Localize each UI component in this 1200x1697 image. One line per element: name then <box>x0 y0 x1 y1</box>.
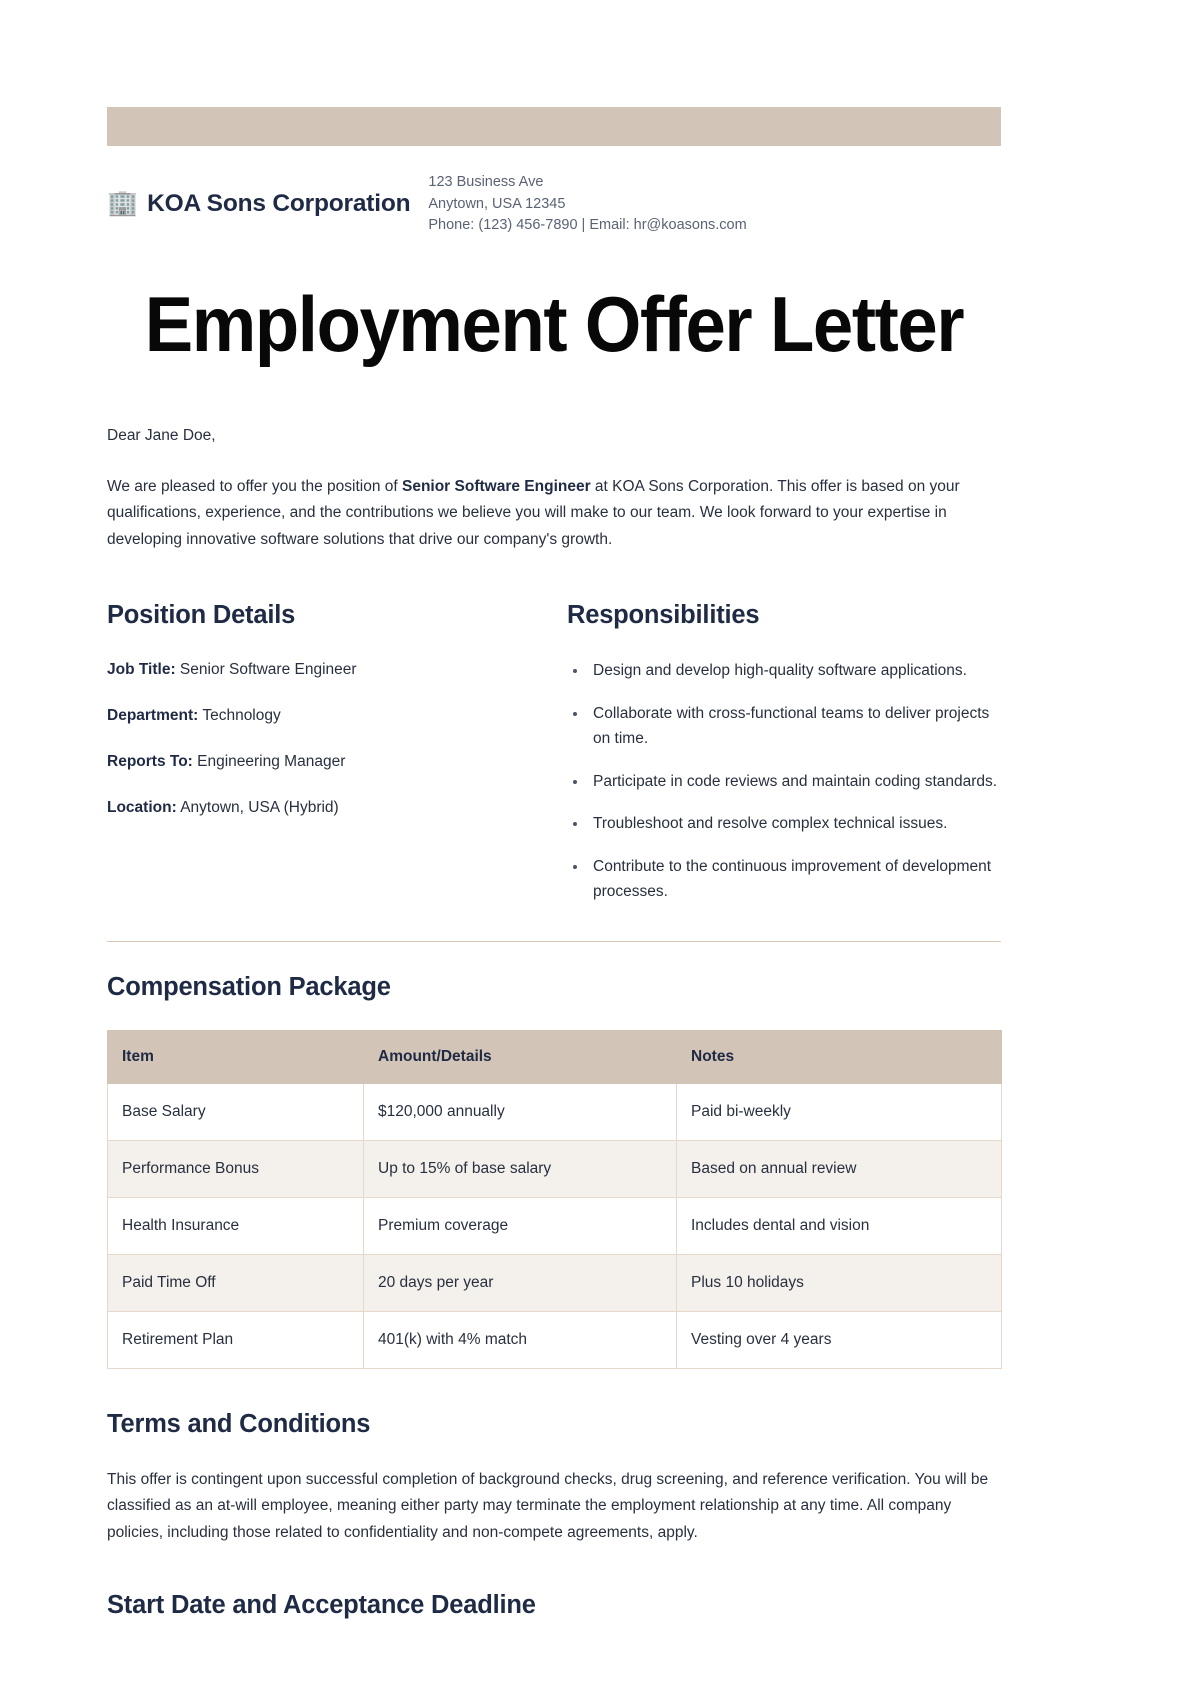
field-value: Engineering Manager <box>197 753 346 770</box>
responsibilities-list <box>567 658 1001 905</box>
table-row <box>108 1254 1002 1311</box>
table-body <box>108 1083 1002 1368</box>
company-address-line1: 123 Business Ave <box>428 174 544 190</box>
field-label: Department: <box>107 707 199 724</box>
list-item: Troubleshoot and resolve complex technical issues. <box>567 811 1001 837</box>
cell-notes: Paid bi-weekly <box>677 1083 1002 1140</box>
salutation: Dear Jane Doe, <box>107 426 216 444</box>
terms-paragraph: This offer is contingent upon successful completion of background checks, drug screening, and reference verification. You will be classified as an at-will employee, meaning either party may terminate the employment relationship at any time. All company policies, including those related to confidentiality and non-compete agreements, apply. <box>107 1470 989 1541</box>
intro-paragraph <box>107 474 1001 554</box>
company-contact-info <box>428 171 1001 237</box>
field-value: Senior Software Engineer <box>179 661 357 678</box>
list-item: Collaborate with cross-functional teams to deliver projects on time. <box>567 701 1001 752</box>
column-header-item: Item <box>108 1030 364 1083</box>
position-details-column <box>107 600 567 905</box>
position-field-reports-to <box>107 750 567 774</box>
office-building-icon: 🏢 <box>107 189 139 218</box>
top-accent-band <box>107 107 1001 146</box>
cell-notes: Based on annual review <box>677 1140 1002 1197</box>
position-field-location <box>107 796 567 820</box>
company-name: KOA Sons Corporation <box>147 189 411 217</box>
company-phone-email: Phone: (123) 456-7890 | Email: hr@koasons.com <box>428 217 747 233</box>
letterhead <box>107 171 1001 237</box>
column-header-notes: Notes <box>677 1030 1002 1083</box>
field-label: Location: <box>107 799 177 816</box>
intro-position-title: Senior Software Engineer <box>401 477 591 495</box>
list-item: Participate in code reviews and maintain coding standards. <box>567 769 1001 795</box>
compensation-table <box>107 1030 1002 1369</box>
responsibilities-column <box>567 600 1001 905</box>
company-address-line2: Anytown, USA 12345 <box>428 195 566 212</box>
compensation-heading: Compensation Package <box>107 972 391 1001</box>
table-row <box>108 1197 1002 1254</box>
list-item: Contribute to the continuous improvement of development processes. <box>567 854 1001 905</box>
cell-amount: 20 days per year <box>364 1254 677 1311</box>
company-brand <box>107 190 428 218</box>
position-field-job-title <box>107 658 567 682</box>
table-header-row <box>108 1030 1002 1083</box>
position-field-department <box>107 704 567 728</box>
table-row <box>108 1311 1002 1368</box>
page-title: Employment Offer Letter <box>144 279 964 368</box>
terms-section <box>107 1409 1001 1547</box>
cell-item: Health Insurance <box>108 1197 364 1254</box>
cell-amount: 401(k) with 4% match <box>364 1311 677 1368</box>
cell-amount: $120,000 annually <box>364 1083 677 1140</box>
cell-item: Performance Bonus <box>108 1140 364 1197</box>
field-label: Job Title: <box>107 661 176 678</box>
field-value: Technology <box>202 707 281 724</box>
cell-notes: Plus 10 holidays <box>677 1254 1002 1311</box>
section-divider <box>107 941 1001 942</box>
position-details-heading: Position Details <box>107 601 296 629</box>
cell-amount: Up to 15% of base salary <box>364 1140 677 1197</box>
compensation-section <box>107 972 1001 1369</box>
position-responsibilities-section <box>107 600 1001 905</box>
table-header <box>108 1030 1002 1083</box>
responsibilities-heading: Responsibilities <box>567 601 760 629</box>
start-date-section <box>107 1590 1001 1620</box>
intro-text-before: We are pleased to offer you the position of <box>107 477 402 495</box>
start-date-heading: Start Date and Acceptance Deadline <box>107 1591 536 1619</box>
intro-text-after: at KOA Sons Corporation. This offer is based on your qualifications, experience, and the contributions we believe you will make to our team. We look forward to your expertise in developing innovative software solutions that drive our company's growth. <box>107 477 960 548</box>
field-value: Anytown, USA (Hybrid) <box>180 799 339 816</box>
cell-notes: Includes dental and vision <box>677 1197 1002 1254</box>
table-row <box>108 1083 1002 1140</box>
field-label: Reports To: <box>107 753 193 770</box>
table-row <box>108 1140 1002 1197</box>
list-item: Design and develop high-quality software applications. <box>567 658 1001 684</box>
cell-amount: Premium coverage <box>364 1197 677 1254</box>
cell-item: Retirement Plan <box>108 1311 364 1368</box>
cell-notes: Vesting over 4 years <box>677 1311 1002 1368</box>
terms-heading: Terms and Conditions <box>107 1409 371 1438</box>
column-header-amount: Amount/Details <box>364 1030 677 1083</box>
document-content <box>107 0 1001 1620</box>
cell-item: Paid Time Off <box>108 1254 364 1311</box>
cell-item: Base Salary <box>108 1083 364 1140</box>
